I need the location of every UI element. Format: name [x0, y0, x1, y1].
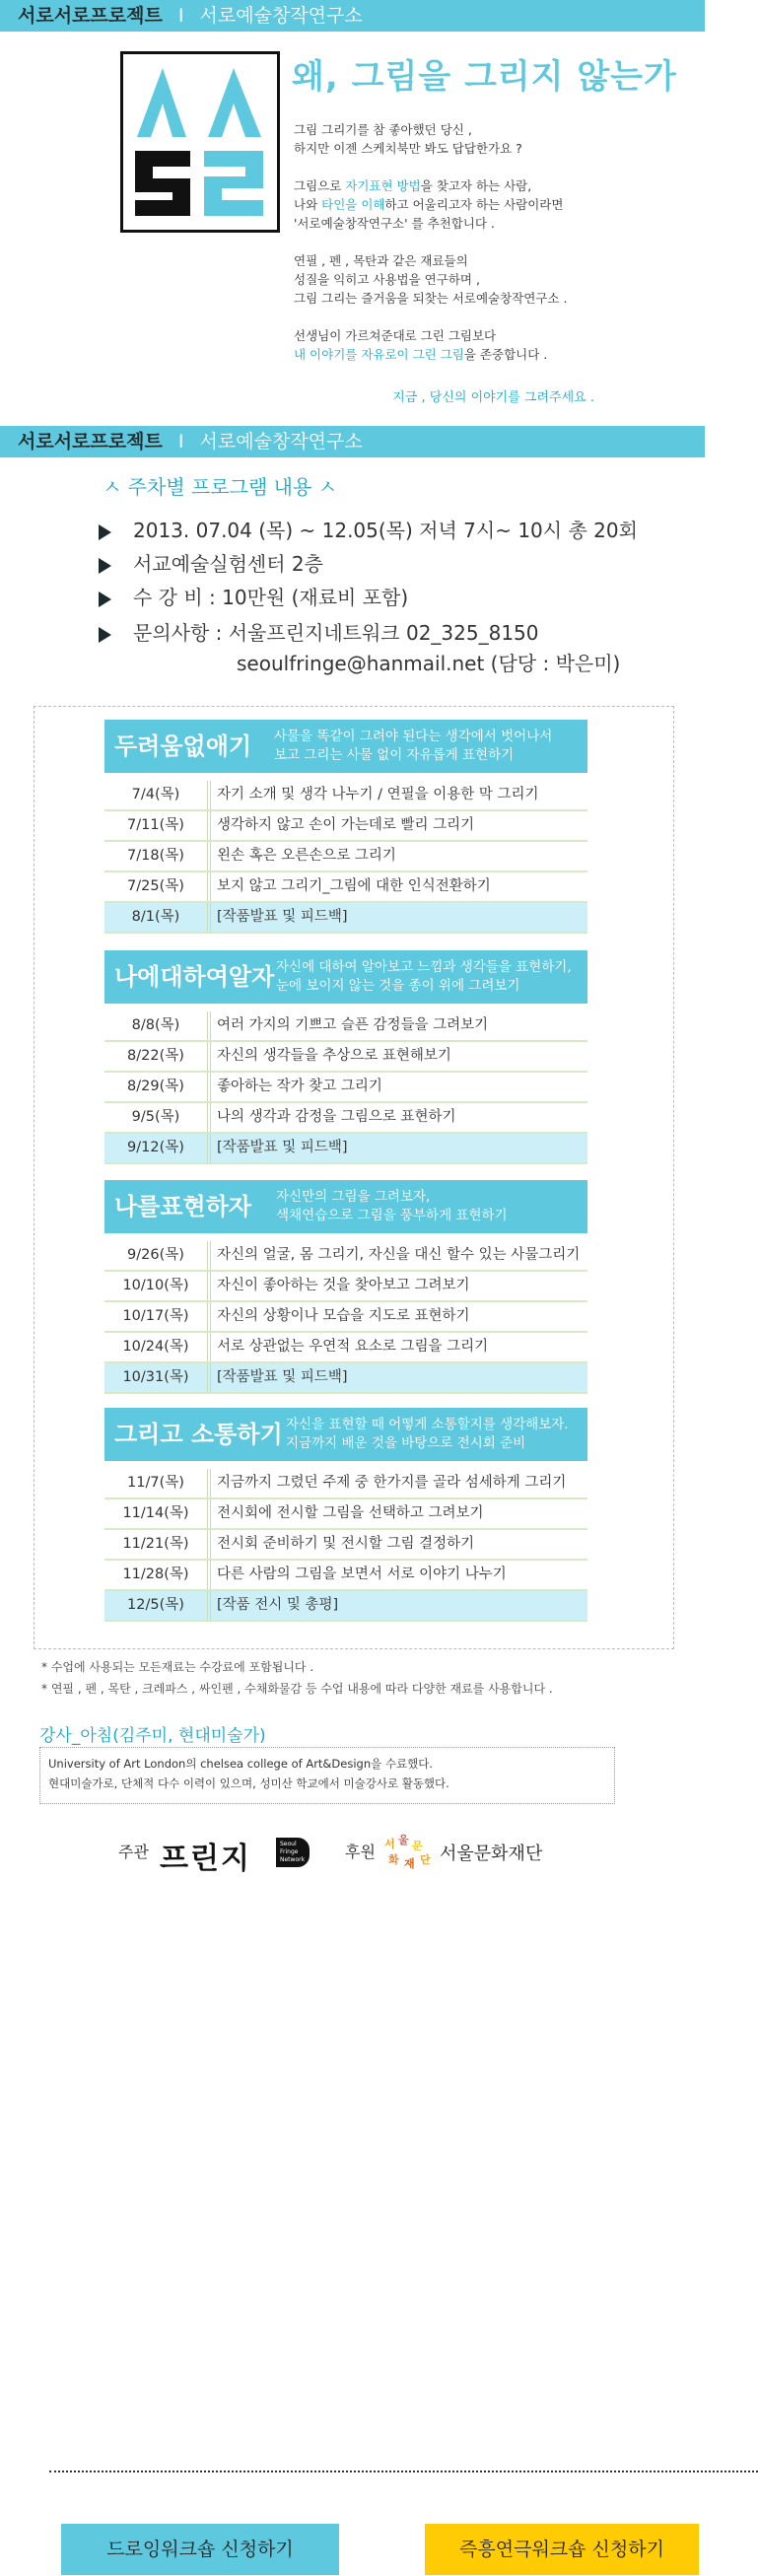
- session-row: 8/29(목) 좋아하는 작가 찾고 그리기: [104, 1073, 587, 1103]
- support-name: 서울문화재단: [440, 1844, 543, 1864]
- triangle-bullet-icon: [99, 592, 111, 607]
- session-row: 7/18(목) 왼손 혹은 오른손으로 그리기: [104, 842, 587, 872]
- svg-text:서: 서: [384, 1838, 395, 1850]
- intro-text: [294, 120, 609, 364]
- session-row: 10/31(목) [작품발표 및 피드백]: [104, 1363, 587, 1394]
- note-line: * 수업에 사용되는 모든재료는 수강료에 포함됩니다 .: [41, 1660, 314, 1674]
- session-row: 8/1(목) [작품발표 및 피드백]: [104, 903, 587, 934]
- session-row: 9/12(목) [작품발표 및 피드백]: [104, 1134, 587, 1164]
- divider: [49, 2471, 758, 2472]
- banner-lab: 서로예술창작연구소: [199, 5, 363, 27]
- session-row: 9/26(목) 자신의 얼굴, 몸 그리기, 자신을 대신 할수 있는 사물그리기: [104, 1241, 587, 1272]
- host-logo: 프린지: [160, 1842, 251, 1876]
- closing-line: 지금 , 당신의 이야기를 그려주세요 .: [392, 390, 594, 405]
- triangle-bullet-icon: [99, 524, 111, 540]
- module-title: 나에대하여알자: [114, 963, 275, 991]
- module-title: 그리고 소통하기: [114, 1421, 283, 1448]
- improv-workshop-apply-button[interactable]: 즉흥연극워크숍 신청하기: [425, 2524, 699, 2575]
- session-row: 7/11(목) 생각하지 않고 손이 가는데로 빨리 그리기: [104, 811, 587, 842]
- drawing-workshop-apply-button[interactable]: 드로잉워크숍 신청하기: [61, 2524, 339, 2575]
- module-1: [104, 720, 587, 934]
- module-4: [104, 1408, 587, 1622]
- svg-text:울: 울: [398, 1834, 409, 1846]
- info-item: 문의사항 : 서울프린지네트워크 02_325_8150: [99, 617, 539, 646]
- session-row: 10/10(목) 자신이 좋아하는 것을 찾아보고 그려보기: [104, 1272, 587, 1302]
- module-desc: 자신을 표현할 때 어떻게 소통할지를 생각해보자. 지금까지 배운 것을 바탕으로 전시회 준비: [286, 1417, 569, 1451]
- module-desc: 자신에 대하여 알아보고 느낌과 생각들을 표현하기, 눈에 보이지 않는 것을 종이 위에 그려보기: [276, 959, 572, 994]
- host-logo-badge: Seoul Fringe Network: [276, 1838, 310, 1867]
- module-header: [104, 1408, 587, 1461]
- contact-email: seoulfringe@hanmail.net (담당 : 박은미): [237, 652, 621, 675]
- bio-line: University of Art London의 chelsea college of Art&Design을 수료했다.: [48, 1757, 433, 1771]
- session-row: 8/22(목) 자신의 생각들을 추상으로 표현해보기: [104, 1042, 587, 1073]
- instructor-name: 강사_아침(김주미, 현대미술가): [39, 1726, 266, 1746]
- session-row: 8/8(목) 여러 가지의 기쁘고 슬픈 감정들을 그려보기: [104, 1011, 587, 1042]
- info-item: 2013. 07.04 (목) ~ 12.05(목) 저녁 7시~ 10시 총 20회: [99, 515, 638, 543]
- triangle-bullet-icon: [99, 627, 111, 643]
- support-label: 후원: [345, 1843, 376, 1861]
- session-row: 7/25(목) 보지 않고 그리기_그림에 대한 인식전환하기: [104, 872, 587, 903]
- banner-separator: I: [177, 431, 184, 453]
- info-item: 수 강 비 : 10만원 (재료비 포함): [99, 582, 408, 610]
- session-row: 11/21(목) 전시회 준비하기 및 전시할 그림 결정하기: [104, 1530, 587, 1561]
- banner-project: 서로서로프로젝트: [18, 431, 163, 453]
- intro-line: '서로예술창작연구소' 를 추천합니다 .: [294, 216, 495, 231]
- intro-line: 그림 그리기를 참 좋아했던 당신 ,: [294, 122, 472, 137]
- module-header: [104, 720, 587, 773]
- seoul-foundation-logo-icon: [380, 1834, 436, 1871]
- banner-project: 서로서로프로젝트: [18, 5, 163, 27]
- svg-text:단: 단: [420, 1853, 431, 1866]
- intro-line: 나와 타인을 이해하고 어울리고자 하는 사람이라면: [294, 197, 564, 212]
- sponsors: [118, 1834, 552, 1876]
- module-desc: 자신만의 그림을 그려보자, 색채연습으로 그림을 풍부하게 표현하기: [276, 1189, 508, 1223]
- session-row: 11/7(목) 지금까지 그렸던 주제 중 한가지를 골라 섬세하게 그리기: [104, 1469, 587, 1499]
- session-row: 9/5(목) 나의 생각과 감정을 그림으로 표현하기: [104, 1103, 587, 1134]
- module-title: 두려움없애기: [114, 732, 252, 760]
- top-banner: [0, 0, 705, 32]
- session-row: 11/14(목) 전시회에 전시할 그림을 선택하고 그려보기: [104, 1499, 587, 1530]
- intro-line: 그림 그리는 즐거움을 되찾는 서로예술창작연구소 .: [294, 291, 568, 306]
- program-subtitle: ㅅ 주차별 프로그램 내용 ㅅ: [103, 475, 337, 499]
- module-header: [104, 950, 587, 1004]
- intro-line: 선생님이 가르쳐준대로 그린 그림보다: [294, 328, 497, 343]
- intro-line: 그림으로 자기표현 방법을 찾고자 하는 사람,: [294, 178, 532, 193]
- session-row: 11/28(목) 다른 사람의 그림을 보면서 서로 이야기 나누기: [104, 1561, 587, 1591]
- intro-line: 성질을 익히고 사용법을 연구하며 ,: [294, 272, 480, 287]
- intro-line: 하지만 이젠 스케치북만 봐도 답답한가요 ?: [294, 141, 522, 156]
- section-banner: [0, 426, 705, 457]
- module-title: 나를표현하자: [114, 1193, 252, 1220]
- svg-text:문: 문: [412, 1840, 423, 1852]
- logo-graphic: [123, 54, 277, 230]
- svg-text:화: 화: [388, 1853, 399, 1866]
- module-2: [104, 950, 587, 1164]
- instructor-bio: [39, 1747, 615, 1804]
- info-item: 서교예술실험센터 2층: [99, 548, 323, 577]
- module-desc: 사물을 똑같이 그려야 된다는 생각에서 벗어나서 보고 그리는 사물 없이 자유롭게 표현하기: [274, 729, 553, 763]
- session-row: 10/24(목) 서로 상관없는 우연적 요소로 그림을 그리기: [104, 1333, 587, 1363]
- module-header: [104, 1180, 587, 1233]
- banner-separator: I: [177, 5, 184, 27]
- svg-text:재: 재: [404, 1857, 415, 1870]
- module-3: [104, 1180, 587, 1394]
- triangle-bullet-icon: [99, 558, 111, 574]
- session-row: 10/17(목) 자신의 상황이나 모습을 지도로 표현하기: [104, 1302, 587, 1333]
- note-line: * 연필 , 펜 , 목탄 , 크레파스 , 싸인펜 , 수채화물감 등 수업 내용에 따라 다양한 재료를 사용합니다 .: [41, 1682, 553, 1696]
- bio-line: 현대미술가로, 단체적 다수 이력이 있으며, 성미산 학교에서 미술강사로 활동했다.: [48, 1776, 449, 1790]
- intro-line: 연필 , 펜 , 목탄과 같은 재료들의: [294, 253, 468, 268]
- headline: 왜, 그림을 그리지 않는가: [292, 57, 677, 97]
- logo: [120, 51, 280, 233]
- banner-lab: 서로예술창작연구소: [199, 431, 363, 453]
- notes: [41, 1656, 553, 1700]
- host-label: 주관: [118, 1843, 149, 1861]
- intro-line: 내 이야기를 자유로이 그린 그림을 존중합니다 .: [294, 347, 548, 362]
- session-row: 12/5(목) [작품 전시 및 총평]: [104, 1591, 587, 1622]
- session-row: 7/4(목) 자기 소개 및 생각 나누기 / 연필을 이용한 막 그리기: [104, 781, 587, 811]
